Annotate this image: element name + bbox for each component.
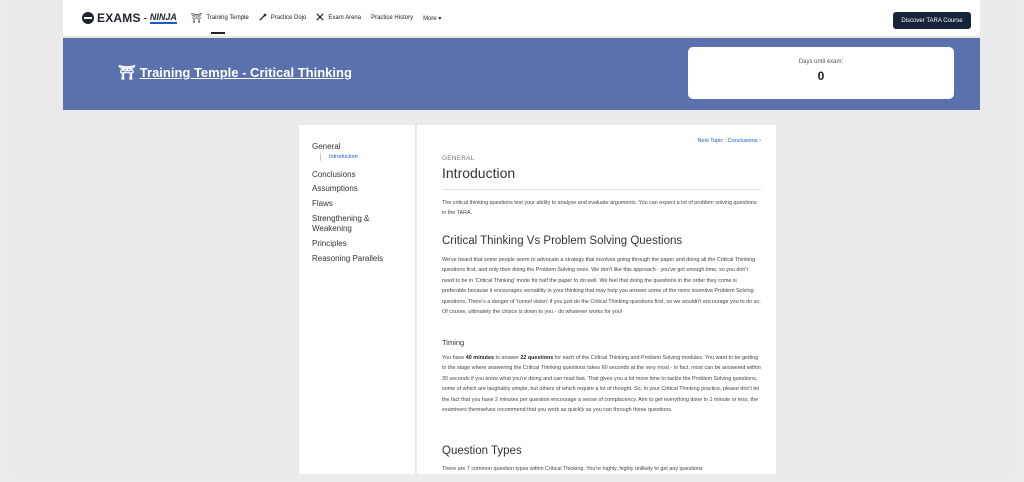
timing-paragraph: You have 40 minutes to answer 22 questions for each of the Critical Thinking and Problem Solving modules. You want to be getting to the stage where answering the Critical Thinking questions takes 60 seconds at the very most - in fact, most can be answered within 30 seconds if you know what you're doing and can read fast. That gives you a lot more time to tackle the Problem Solving questions, some of which are laughably simple, but others of which require a lot of thought. So, in your Critical Thinking practice, please don't let the fact that you have 2 minutes per question encourage a sense of complacency. Aim to get everything done in 1 minute or less, the examiners themselves recommend that you work as quickly as you can through these questions. xyxy=(442,355,761,414)
timing-questions: 22 questions xyxy=(520,355,554,361)
nav-label: Practice Dojo xyxy=(270,15,307,21)
discover-tara-course-button[interactable]: Discover TARA Course xyxy=(893,12,971,29)
logo[interactable] xyxy=(82,11,177,25)
nav-items xyxy=(191,0,442,37)
sidebar-item-principles[interactable]: Principles xyxy=(312,239,347,248)
intro-paragraph: The critical thinking questions test your ability to analyse and evaluate arguments. You can expect a lot of problem solving questions in the TARA. xyxy=(442,200,757,217)
nav-practice-history[interactable] xyxy=(371,0,413,37)
lesson-title: Introduction xyxy=(442,165,516,181)
logo-dash: - xyxy=(143,13,147,23)
nav-more-dropdown[interactable] xyxy=(423,0,441,37)
section-label: GENERAL xyxy=(442,155,475,162)
ct-vs-ps-paragraph: We've heard that some people seem to advocate a strategy that involves going through the paper and doing all the Critical Thinking questions first, and only then doing the Problem Solving ones. We don't like this approach - you've got enough time, so you don't need to be in 'Critical Thinking' mode for half the paper to do well. We feel that doing the questions in the order they come is preferable because it encourages versatility in your thinking that may help you answer some of the more inventive Problem Solving questions. There's a danger of 'tunnel vision' if you just do the Critical Thinking questions first, so we wouldn't encourage you to do so. Of course, ultimately the choice is down to you - do whatever works for you! xyxy=(442,257,761,316)
divider xyxy=(442,189,761,190)
next-topic-link[interactable]: Next Topic : Conclusions › xyxy=(697,138,761,144)
nav-label: Practice History xyxy=(371,15,414,21)
page-title-text[interactable]: Training Temple - Critical Thinking xyxy=(139,65,352,80)
sidebar-item-weakening[interactable]: Weakening xyxy=(312,224,352,233)
crossed-swords-icon xyxy=(316,13,324,23)
nav-label: Training Temple xyxy=(206,15,249,21)
nav-training-temple[interactable] xyxy=(191,0,249,37)
question-types-paragraph: There are 7 common question types within Critical Thinking. You're highly, highly unlikely to get any questions xyxy=(442,466,703,472)
nav-label: More ▾ xyxy=(423,15,442,22)
sidebar-item-flaws[interactable]: Flaws xyxy=(312,199,333,208)
nav-exam-arena[interactable] xyxy=(316,0,361,37)
nav-practice-dojo[interactable] xyxy=(259,0,307,37)
logo-icon xyxy=(82,12,94,24)
heading-timing: Timing xyxy=(442,338,465,347)
heading-ct-vs-ps: Critical Thinking Vs Problem Solving Questions xyxy=(442,235,683,247)
sidebar-item-conclusions[interactable]: Conclusions xyxy=(312,170,356,179)
sidebar-item-reasoning-parallels[interactable]: Reasoning Parallels xyxy=(312,254,384,263)
sword-icon xyxy=(259,13,267,23)
days-until-exam-card xyxy=(688,47,954,99)
logo-sub: NINJA xyxy=(149,12,177,22)
lesson-content xyxy=(417,125,776,474)
sidebar-item-assumptions[interactable]: Assumptions xyxy=(312,184,358,193)
nav-label: Exam Arena xyxy=(328,15,362,21)
page-title xyxy=(118,64,352,81)
page-banner xyxy=(63,38,980,110)
topic-sidebar xyxy=(299,125,416,474)
timing-minutes: 40 minutes xyxy=(465,355,494,361)
days-label: Days until exam: xyxy=(798,59,844,65)
sidebar-item-general[interactable]: General xyxy=(312,142,341,151)
torii-gate-icon: ⛩ xyxy=(118,64,136,80)
torii-gate-icon: ⛩ xyxy=(190,12,203,23)
days-value: 0 xyxy=(817,69,825,83)
top-navigation xyxy=(63,0,980,37)
sidebar-item-strengthening[interactable]: Strengthening & xyxy=(312,214,370,223)
logo-text: EXAMS xyxy=(97,11,141,25)
app-frame xyxy=(9,0,1017,474)
heading-question-types: Question Types xyxy=(442,445,522,457)
sidebar-subitem-introduction[interactable]: Introduction xyxy=(320,153,358,161)
